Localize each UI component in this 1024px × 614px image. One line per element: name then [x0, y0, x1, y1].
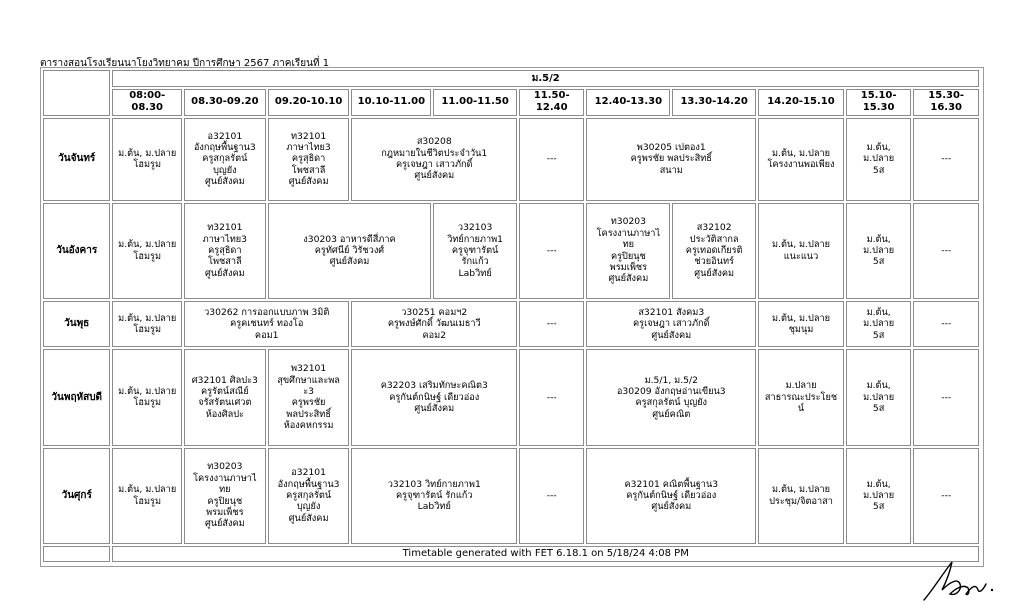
timetable-cell: [112, 203, 182, 299]
cell-line: ม.ต้น,: [866, 306, 891, 318]
cell-line: อ30209 อังกฤษอ่านเขียน3: [616, 386, 726, 398]
cell-line: พรมเพ็ชร: [206, 507, 244, 519]
timetable-cell: [913, 349, 979, 445]
time-header: 14.20-15.10: [758, 89, 844, 115]
cell-line: ท32101: [207, 222, 243, 234]
cell-line: ว30262 การออกแบบภาพ 3มิติ: [204, 306, 330, 318]
cell-line: ว32103: [457, 222, 493, 234]
cell-line: ศูนย์สังคม: [204, 518, 245, 530]
cell-line: อังกฤษพื้นฐาน3: [277, 478, 340, 490]
timetable-cell: [268, 349, 350, 445]
timetable-cell: [184, 203, 266, 299]
cell-line: ครูทัศนีย์ วิรัชวงศ์: [314, 244, 385, 256]
day-row-wednesday: [43, 301, 979, 348]
cell-line: โครงงานภาษาไ: [596, 227, 661, 239]
cell-line: ครูพรชัย: [291, 397, 326, 409]
cell-line: ครูสกุลรัตน์: [202, 153, 248, 165]
day-label: วันศุกร์: [43, 448, 110, 544]
cell-line: คอม1: [254, 329, 279, 341]
cell-line: ครูปิยนุช: [610, 250, 646, 262]
cell-line: ม.ปลาย: [863, 391, 895, 403]
cell-line: ศูนย์สังคม: [608, 273, 649, 285]
time-header: 11.00-11.50: [433, 89, 517, 115]
timetable-cell: [586, 118, 756, 201]
cell-line: ---: [941, 318, 952, 330]
timetable-cell: [913, 118, 979, 201]
cell-line: ประชุม/จิตอาสา: [769, 495, 833, 507]
cell-line: สนาม: [659, 164, 683, 176]
cell-line: รักแก้ว: [461, 256, 489, 268]
timetable-cell: [184, 118, 266, 201]
cell-line: โฮมรูม: [133, 250, 161, 262]
cell-line: ม.ปลาย: [785, 380, 817, 392]
timetable-cell: [846, 118, 911, 201]
cell-line: ครูสกุลรัตน์: [286, 489, 332, 501]
timetable-cell: [586, 301, 756, 348]
cell-line: โฮมรูม: [133, 324, 161, 336]
cell-line: โพชสาลี: [291, 164, 326, 176]
cell-line: ม.ปลาย: [863, 318, 895, 330]
cell-line: พ30205 เปตอง1: [636, 141, 706, 153]
cell-line: ---: [941, 153, 952, 165]
cell-line: ศูนย์สังคม: [651, 329, 692, 341]
cell-line: ช่วยอินทร์: [694, 256, 734, 268]
timetable-cell: [758, 118, 844, 201]
cell-line: ครูเจษฎา เสาวภักดิ์: [395, 159, 473, 171]
cell-line: ค32101 คณิตพื้นฐาน3: [624, 478, 719, 490]
cell-line: ศูนย์สังคม: [414, 403, 455, 415]
day-row-tuesday: [43, 203, 979, 299]
cell-line: ท32101: [290, 130, 327, 142]
cell-line: ส30208: [416, 136, 452, 148]
footer-corner: [43, 546, 110, 562]
cell-line: ศูนย์สังคม: [204, 176, 245, 188]
cell-line: ศูนย์สังคม: [204, 267, 245, 279]
cell-line: ม.ต้น,: [866, 141, 891, 153]
cell-line: ท30203: [207, 461, 243, 473]
cell-line: ม.ปลาย: [863, 244, 895, 256]
cell-line: โฮมรูม: [133, 159, 161, 171]
cell-line: ---: [546, 318, 557, 330]
timetable-cell: [913, 448, 979, 544]
day-label: วันพุธ: [43, 301, 110, 348]
cell-line: ว32103 วิทย์กายภาพ1: [387, 478, 481, 490]
cell-line: ครูสกุลรัตน์ บุญยัง: [635, 397, 708, 409]
cell-line: ครูกันต์กนิษฐ์ เดียวอ่อง: [389, 391, 480, 403]
cell-line: ส32102: [696, 222, 732, 234]
cell-line: ครูจุฑารัตน์: [451, 244, 499, 256]
cell-line: ม.ต้น, ม.ปลาย: [118, 312, 177, 324]
timetable-cell: [758, 349, 844, 445]
cell-line: ท30203: [610, 216, 646, 228]
timetable-cell: [913, 301, 979, 348]
cell-line: ม.ปลาย: [863, 489, 895, 501]
day-label: วันพฤหัสบดี: [43, 349, 110, 445]
cell-line: ม.ต้น, ม.ปลาย: [118, 484, 177, 496]
day-label: วันจันทร์: [43, 118, 110, 201]
timetable-cell: [758, 301, 844, 348]
cell-line: ะ3: [303, 386, 314, 398]
time-header: 15.10-15.30: [846, 89, 911, 115]
day-row-friday: [43, 448, 979, 544]
cell-line: โครงงานภาษาไ: [193, 472, 257, 484]
time-header: 09.20-10.10: [268, 89, 350, 115]
timetable-cell: [184, 448, 266, 544]
timetable: [41, 68, 981, 564]
cell-line: บุญยัง: [296, 501, 321, 513]
cell-line: น์: [797, 403, 805, 415]
cell-line: ครูพรชัย พลประสิทธิ์: [630, 153, 712, 165]
timetable-cell: [758, 203, 844, 299]
cell-line: พรมเพ็ชร: [609, 262, 648, 274]
cell-line: ม.ต้น, ม.ปลาย: [118, 147, 177, 159]
cell-line: อ32101: [207, 130, 243, 142]
cell-line: 5ส: [872, 403, 885, 415]
cell-line: ศูนย์สังคม: [329, 256, 370, 268]
cell-line: กฎหมายในชีวิตประจำวัน1: [381, 147, 488, 159]
cell-line: ศูนย์สังคม: [694, 267, 735, 279]
time-header: 15.30-16.30: [913, 89, 979, 115]
cell-line: สุขศึกษาและพล: [277, 374, 340, 386]
cell-line: ครูคเชนทร์ ทองโอ: [230, 318, 304, 330]
cell-line: ครูกันต์กนิษฐ์ เดียวอ่อง: [626, 489, 717, 501]
cell-line: 5ส: [872, 256, 885, 268]
cell-line: ง30203 อาหารดีสี่ภาค: [303, 233, 396, 245]
timetable-frame: [40, 67, 984, 567]
generator-footer: Timetable generated with FET 6.18.1 on 5/18/24 4:08 PM: [112, 546, 979, 562]
cell-line: ชุมนุม: [788, 324, 814, 336]
timetable-cell: [433, 203, 517, 299]
cell-line: สาธารณะประโยช: [764, 391, 838, 403]
timetable-cell: [268, 448, 350, 544]
cell-line: อังกฤษพื้นฐาน3: [193, 141, 256, 153]
cell-line: ห้องคหกรรม: [283, 420, 334, 432]
cell-line: โฮมรูม: [133, 495, 161, 507]
cell-line: 5ส: [872, 501, 885, 513]
timetable-cell: [351, 349, 517, 445]
cell-line: ค32203 เสริมทักษะคณิต3: [380, 380, 488, 392]
time-header: 13.30-14.20: [672, 89, 756, 115]
cell-line: ม.ต้น,: [866, 380, 891, 392]
cell-line: ---: [546, 489, 557, 501]
cell-line: บุญยัง: [213, 164, 237, 176]
cell-line: คอม2: [422, 329, 447, 341]
cell-line: 5ส: [872, 329, 885, 341]
cell-line: วิทย์กายภาพ1: [447, 233, 504, 245]
timetable-cell: [519, 448, 584, 544]
cell-line: ม.ต้น, ม.ปลาย: [771, 239, 831, 251]
cell-line: ม.ต้น, ม.ปลาย: [118, 386, 177, 398]
cell-line: ครูเจษฎา เสาวภักดิ์: [632, 318, 710, 330]
timetable-caption: ตารางสอนโรงเรียนนาโยงวิทยาคม ปีการศึกษา 2567 ภาคเรียนที่ 1: [40, 58, 330, 69]
timetable-cell: [586, 349, 756, 445]
cell-line: ศูนย์สังคม: [288, 512, 329, 524]
cell-line: ศูนย์สังคม: [288, 176, 329, 188]
cell-line: Labวิทย์: [417, 501, 451, 513]
cell-line: ว30251 คอมฯ2: [401, 306, 468, 318]
timetable-cell: [351, 448, 517, 544]
timetable-cell: [268, 118, 350, 201]
cell-line: ภาษาไทย3: [286, 141, 331, 153]
cell-line: Labวิทย์: [458, 267, 492, 279]
cell-line: ครูสุธิดา: [208, 244, 242, 256]
time-header: 08:00-08.30: [112, 89, 182, 115]
cell-line: ทย: [622, 239, 635, 251]
cell-line: ศ32101 ศิลปะ3: [191, 374, 258, 386]
timetable-cell: [519, 203, 584, 299]
cell-line: ---: [546, 153, 557, 165]
timetable-cell: [846, 203, 911, 299]
timetable-cell: [586, 203, 670, 299]
cell-line: ทย: [219, 484, 231, 496]
time-header: 12.40-13.30: [586, 89, 670, 115]
cell-line: ครูเทอดเกียรติ: [685, 244, 743, 256]
cell-line: ม.ปลาย: [863, 153, 895, 165]
cell-line: ครูรัตน์สณีย์: [200, 386, 249, 398]
timetable-cell: [112, 301, 182, 348]
timetable-cell: [846, 349, 911, 445]
cell-line: ภาษาไทย3: [202, 233, 247, 245]
timetable-cell: [519, 118, 584, 201]
class-header: ม.5/2: [112, 70, 979, 87]
timetable-cell: [913, 203, 979, 299]
cell-line: ครูจุฑารัตน์ รักแก้ว: [396, 489, 473, 501]
timetable-cell: [846, 448, 911, 544]
cell-line: จรัสรัตนเศวต: [198, 397, 252, 409]
cell-line: แนะแนว: [783, 250, 819, 262]
cell-line: โครงงานพอเพียง: [767, 159, 835, 171]
signature-icon: [920, 554, 1000, 604]
timetable-cell: [519, 349, 584, 445]
timetable-cell: [112, 118, 182, 201]
cell-line: ศูนย์สังคม: [414, 170, 455, 182]
day-row-monday: [43, 118, 979, 201]
cell-line: ---: [546, 244, 557, 256]
timetable-cell: [758, 448, 844, 544]
time-header: 11.50-12.40: [519, 89, 584, 115]
cell-line: ครูพงษ์ศักดิ์ วัฒนเมธาวี: [387, 318, 481, 330]
cell-line: 5ส: [872, 164, 885, 176]
cell-line: ส32101 สังคม3: [638, 306, 705, 318]
cell-line: โฮมรูม: [133, 397, 161, 409]
timetable-cell: [112, 448, 182, 544]
timetable-cell: [586, 448, 756, 544]
cell-line: ห้องศิลปะ: [205, 408, 244, 420]
timetable-cell: [351, 118, 517, 201]
cell-line: ---: [546, 391, 557, 403]
timetable-cell: [112, 349, 182, 445]
cell-line: ม.ต้น,: [866, 233, 891, 245]
cell-line: ศูนย์สังคม: [651, 501, 692, 513]
time-header: 10.10-11.00: [351, 89, 431, 115]
timetable-cell: [846, 301, 911, 348]
timetable-cell: [268, 203, 432, 299]
cell-line: ม.ต้น, ม.ปลาย: [118, 239, 177, 251]
cell-line: ประวัติสากล: [689, 233, 739, 245]
cell-line: ---: [941, 489, 952, 501]
cell-line: ม.ต้น, ม.ปลาย: [771, 312, 831, 324]
timetable-cell: [519, 301, 584, 348]
cell-line: ครูปิยนุช: [207, 495, 243, 507]
cell-line: ---: [941, 391, 952, 403]
timetable-cell: [351, 301, 517, 348]
day-label: วันอังคาร: [43, 203, 110, 299]
cell-line: ม.ต้น, ม.ปลาย: [771, 147, 831, 159]
cell-line: ม.5/1, ม.5/2: [644, 374, 698, 386]
cell-line: ---: [941, 244, 952, 256]
cell-line: ม.ต้น,: [866, 478, 891, 490]
cell-line: พลประสิทธิ์: [286, 408, 331, 420]
corner-cell: [43, 70, 110, 116]
timetable-cell: [184, 301, 350, 348]
cell-line: ครูสุธิดา: [291, 153, 326, 165]
time-header: 08.30-09.20: [184, 89, 266, 115]
day-row-thursday: [43, 349, 979, 445]
cell-line: โพชสาลี: [208, 256, 242, 268]
cell-line: ศูนย์คณิต: [652, 408, 691, 420]
cell-line: พ32101: [290, 363, 327, 375]
cell-line: ม.ต้น, ม.ปลาย: [771, 484, 831, 496]
timetable-cell: [184, 349, 266, 445]
cell-line: อ32101: [291, 467, 326, 479]
timetable-cell: [672, 203, 756, 299]
